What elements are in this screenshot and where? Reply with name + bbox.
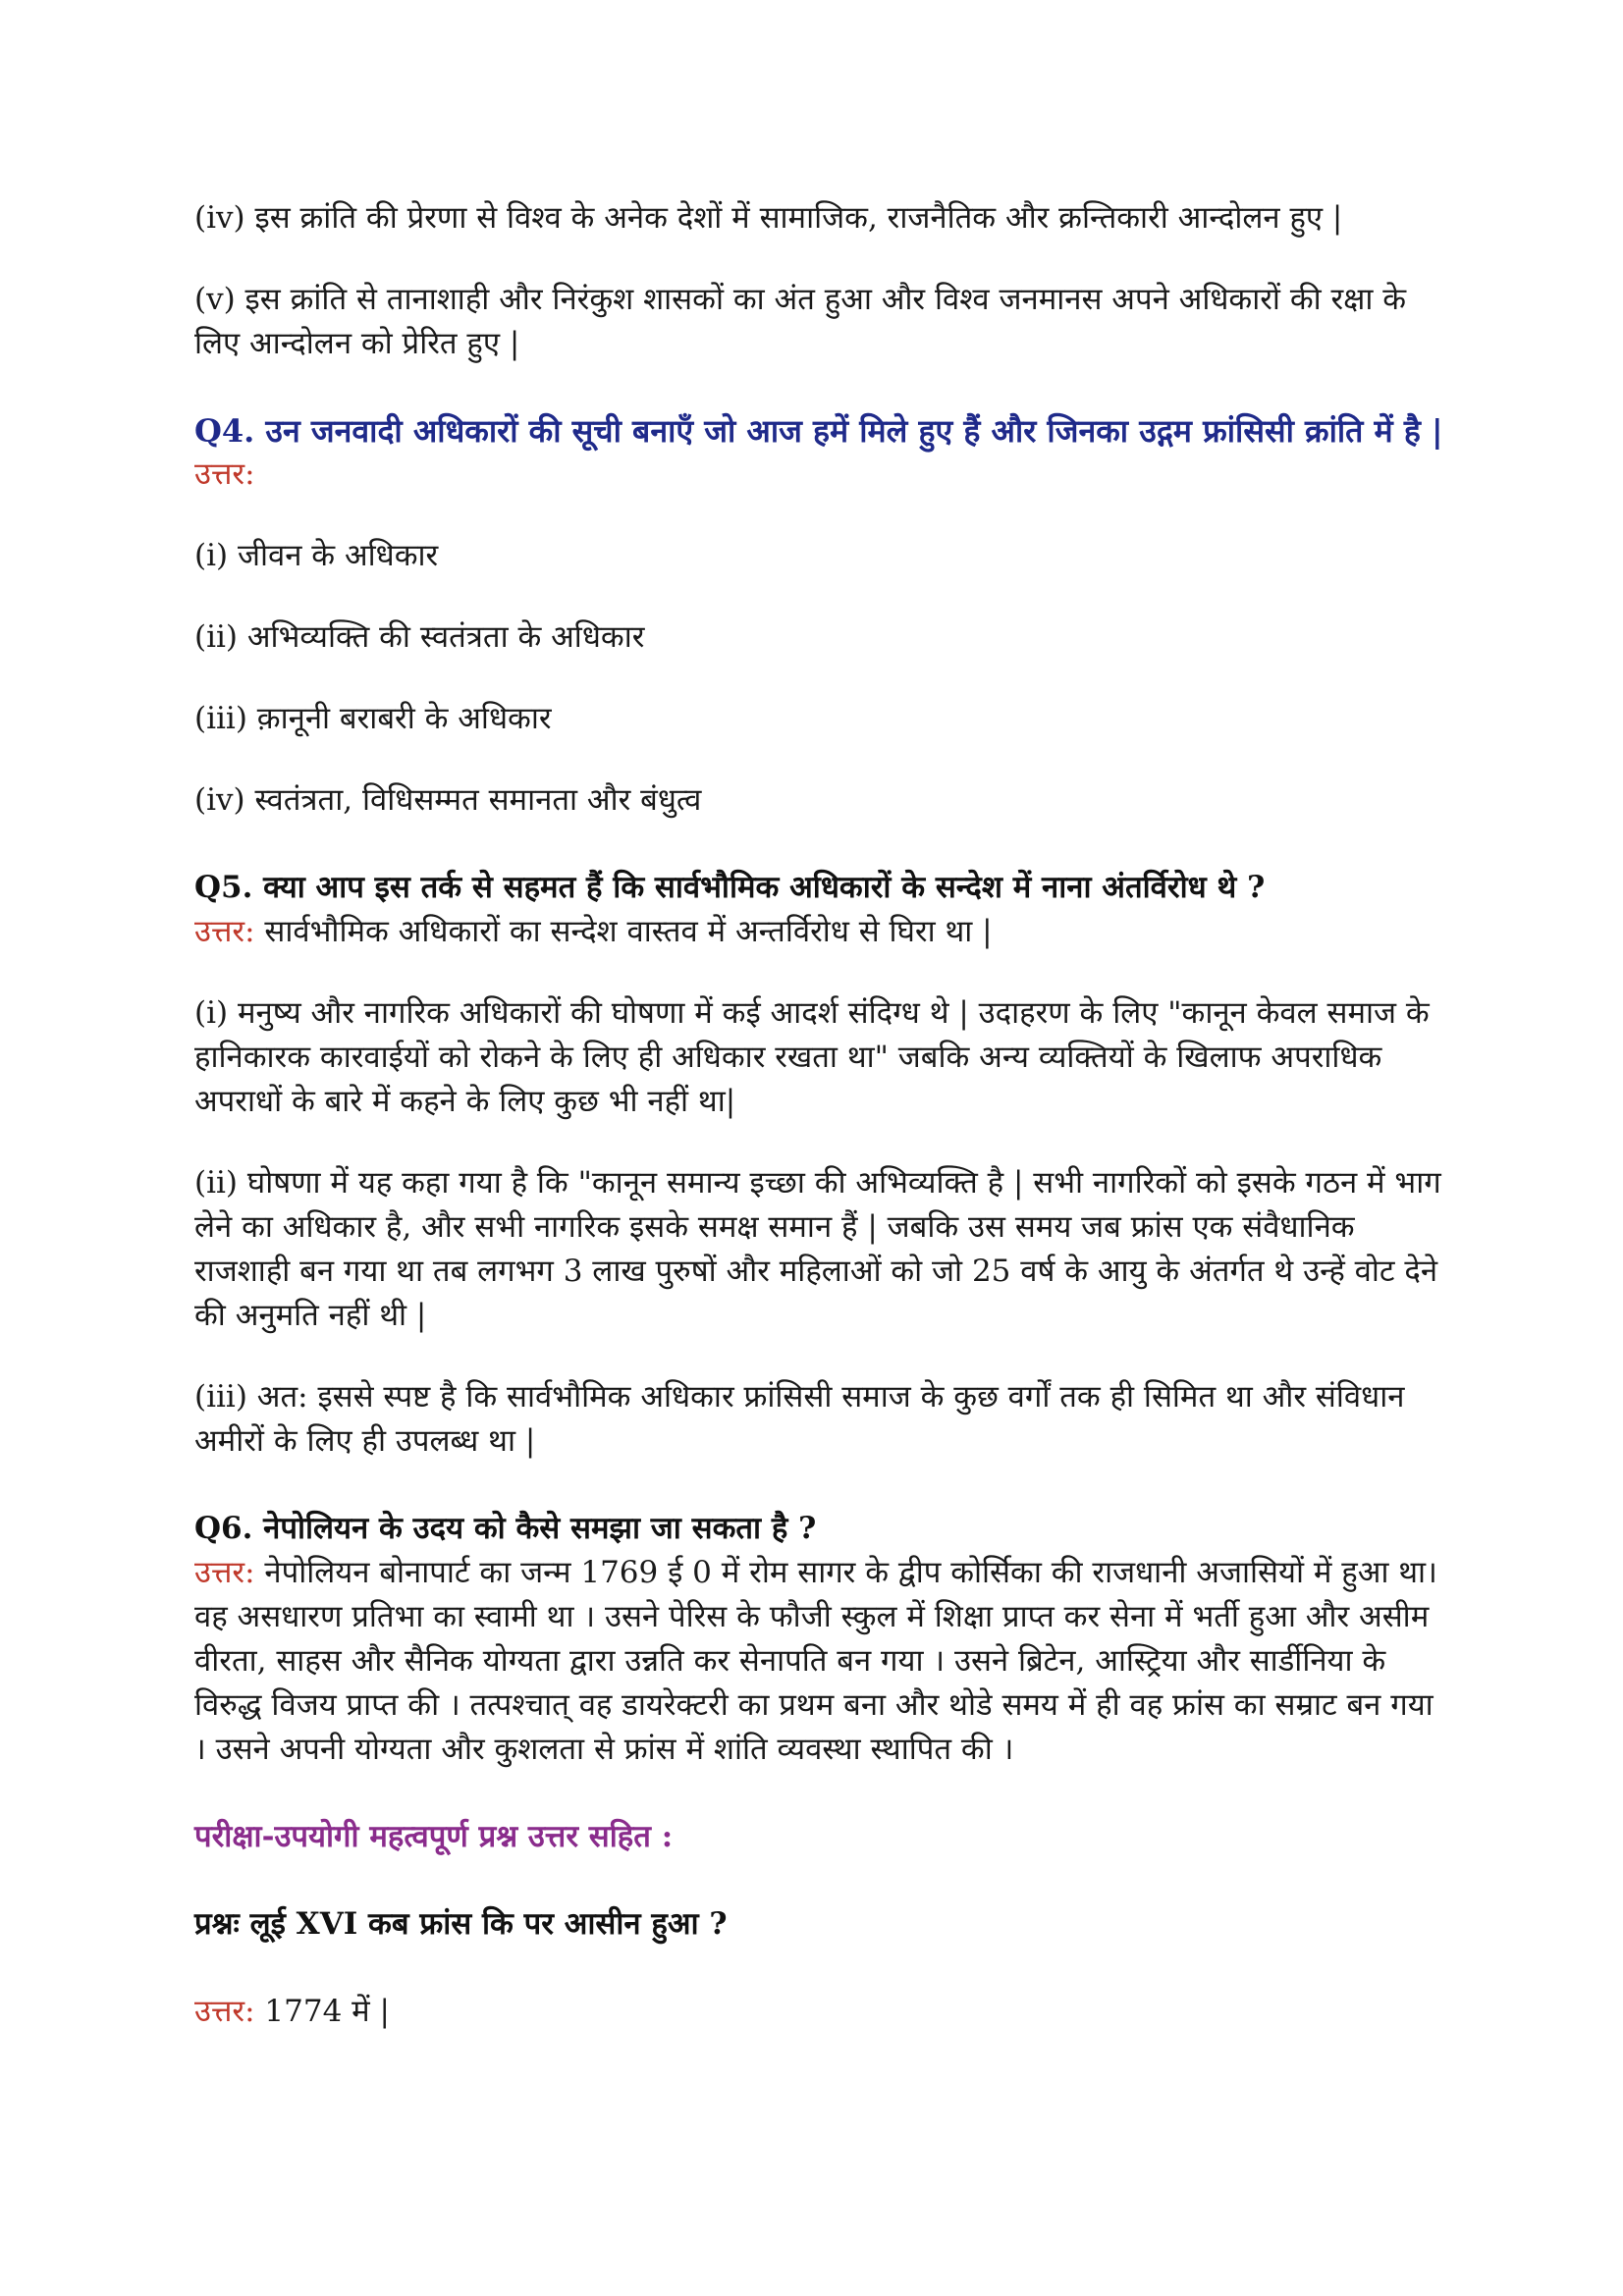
q5-answer-label: उत्तर:: [194, 914, 255, 949]
q5-question: Q5. क्या आप इस तर्क से सहमत हैं कि सार्वभौमिक अधिकारों के सन्देश में नाना अंतर्विरोध थे ?: [194, 870, 1266, 905]
q4-item-1: (i) जीवन के अधिकार: [194, 538, 439, 573]
q5-answer: [194, 910, 1446, 954]
q4-answer-label: उत्तर:: [194, 456, 255, 492]
q6-question: Q6. नेपोलियन के उदय को कैसे समझा जा सकता है ?: [194, 1511, 817, 1546]
q3-point-iv: (iv) इस क्रांति की प्रेरणा से विश्व के अनेक देशों में सामाजिक, राजनैतिक और क्रन्तिकारी आन्दोलन हुए |: [194, 200, 1343, 236]
q4-question: Q4. उन जनवादी अधिकारों की सूची बनाएँ जो आज हमें मिले हुए हैं और जिनका उद्गम फ्रांसिसी क्रांति में है |: [194, 412, 1443, 450]
exam-section-heading: परीक्षा-उपयोगी महत्वपूर्ण प्रश्न उत्तर सहित :: [194, 1819, 674, 1854]
q6-answer-label: उत्तर:: [194, 1555, 255, 1590]
exam-answer-text: 1774 में |: [254, 1994, 390, 2029]
q6-answer: [194, 1551, 1446, 1772]
document-page: [194, 196, 1446, 2034]
exam-answer: [194, 1990, 1446, 2034]
q5-point-ii: (ii) घोषणा में यह कहा गया है कि "कानून समान्य इच्छा की अभिव्यक्ति है | सभी नागरिकों को इसके गठन में भाग लेने का अधिकार है, और सभी नागरिक इसके समक्ष समान हैं | जबकि उस समय जब फ्रांस एक संवैधानिक राजशाही बन गया था तब लगभग 3 लाख पुरुषों और महिलाओं को जो 25 वर्ष के आयु के अंतर्गत थे उन्हें वोट देने की अनुमति नहीं थी |: [194, 1165, 1441, 1333]
q5-answer-text: सार्वभौमिक अधिकारों का सन्देश वास्तव में अन्तर्विरोध से घिरा था |: [254, 914, 993, 949]
q4-item-3: (iii) क़ानूनी बराबरी के अधिकार: [194, 701, 552, 736]
q4-item-4: (iv) स्वतंत्रता, विधिसम्मत समानता और बंधुत्व: [194, 782, 702, 818]
exam-question: प्रश्नः लूई XVI कब फ्रांस कि पर आसीन हुआ ?: [194, 1906, 728, 1942]
q3-point-v: (v) इस क्रांति से तानाशाही और निरंकुश शासकों का अंत हुआ और विश्व जनमानस अपने अधिकारों की रक्षा के लिए आन्दोलन को प्रेरित हुए |: [194, 282, 1407, 361]
q4-item-2: (ii) अभिव्यक्ति की स्वतंत्रता के अधिकार: [194, 619, 645, 655]
exam-answer-label: उत्तर:: [194, 1994, 255, 2029]
q5-point-i: (i) मनुष्य और नागरिक अधिकारों की घोषणा में कई आदर्श संदिग्ध थे | उदाहरण के लिए "कानून केवल समाज के हानिकारक कारवाईयों को रोकने के लिए ही अधिकार रखता था" जबकि अन्य व्यक्तियों के खिलाफ अपराधिक अपराधों के बारे में कहने के लिए कुछ भी नहीं था|: [194, 995, 1430, 1119]
q5-point-iii: (iii) अत: इससे स्पष्ट है कि सार्वभौमिक अधिकार फ्रांसिसी समाज के कुछ वर्गों तक ही सिमित था और संविधान अमीरों के लिए ही उपलब्ध था |: [194, 1379, 1405, 1459]
q6-answer-text: नेपोलियन बोनापार्ट का जन्म 1769 ई 0 में रोम सागर के द्वीप कोर्सिका की राजधानी अजासियों में हुआ था। वह असधारण प्रतिभा का स्वामी था । उसने पेरिस के फौजी स्कुल में शिक्षा प्राप्त कर सेना में भर्ती हुआ और असीम वीरता, साहस और सैनिक योग्यता द्वारा उन्नति कर सेनापति बन गया । उसने ब्रिटेन, आस्ट्रिया और सार्डीनिया के विरुद्ध विजय प्राप्त की । तत्पश्चात् वह डायरेक्टरी का प्रथम बना और थोडे समय में ही वह फ्रांस का सम्राट बन गया । उसने अपनी योग्यता और कुशलता से फ्रांस में शांति व्यवस्था स्थापित की ।: [194, 1555, 1437, 1767]
